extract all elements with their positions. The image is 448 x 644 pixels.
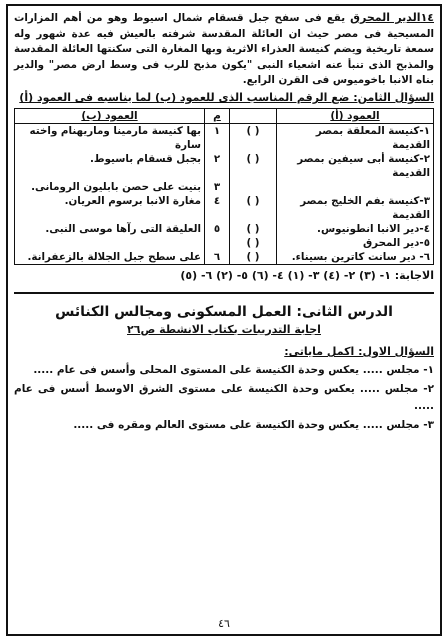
answer-blank: ( )	[230, 123, 277, 152]
header-blank	[230, 108, 277, 123]
cell-num: ٦	[205, 250, 230, 265]
table-row	[15, 250, 434, 265]
cell-b: بنيت على حصن بابليون الرومانى.	[15, 180, 205, 194]
cell-num: ٤	[205, 194, 230, 222]
cell-a: ٢-كنيسة أبى سيفين بمصر القديمة	[277, 152, 434, 180]
list-item: ٣- مجلس ..... يعكس وحدة الكنيسة على مستوى العالم ومقره فى .....	[73, 419, 434, 432]
header-column-a: العمود (أ)	[277, 108, 434, 123]
table-row	[15, 236, 434, 250]
cell-num	[205, 236, 230, 250]
cell-b: العليقة التى رآها موسى النبى.	[15, 222, 205, 236]
table-row	[15, 152, 434, 180]
table-row	[15, 194, 434, 222]
lesson-title: الدرس الثانى: العمل المسكونى ومجالس الكنائس	[55, 303, 393, 320]
document-page	[6, 4, 442, 636]
question1-title: السؤال الاول: اكمل ماياتى:	[284, 344, 434, 358]
cell-b: بجبل قسقام باسيوط.	[15, 152, 205, 180]
list-item: ١- مجلس ..... يعكس وحدة الكنيسة على المستوى المحلى وأسس فى عام .....	[33, 363, 434, 376]
answer-blank	[230, 180, 277, 194]
table-row	[15, 180, 434, 194]
answer-blank: ( )	[230, 152, 277, 180]
table-row	[15, 123, 434, 152]
cell-a: ٣-كنيسة بفم الخليج بمصر القديمة	[277, 194, 434, 222]
matching-table-header	[15, 108, 434, 123]
cell-num: ١	[205, 123, 230, 152]
cell-num: ٢	[205, 152, 230, 180]
matching-table	[14, 108, 434, 265]
cell-a: ٤-دير الانبا انطونيوس.	[277, 222, 434, 236]
intro-paragraph	[14, 10, 434, 89]
answer-blank: ( )	[230, 222, 277, 236]
lesson-subtitle: اجابة التدريبات بكتاب الانشطة ص٢٦	[127, 322, 321, 336]
cell-num: ٣	[205, 180, 230, 194]
page-number: ٤٦	[218, 617, 230, 630]
header-column-b: العمود (ب)	[15, 108, 205, 123]
intro-lead: ١٤الدير المحرق	[350, 11, 434, 24]
answer-blank: ( )	[230, 250, 277, 265]
answer-blank: ( )	[230, 194, 277, 222]
table-row	[15, 222, 434, 236]
cell-num: ٥	[205, 222, 230, 236]
cell-a: ٥-دير المحرق	[277, 236, 434, 250]
cell-b: بها كنيسة مارمينا وماريهنام واخته سارة	[15, 123, 205, 152]
cell-a	[277, 180, 434, 194]
cell-b	[15, 236, 205, 250]
cell-b: مغارة الانبا برسوم العريان.	[15, 194, 205, 222]
cell-a: ١-كنيسة المعلقة بمصر القديمة	[277, 123, 434, 152]
cell-b: على سطح جبل الجلالة بالزعفرانة.	[15, 250, 205, 265]
question8-title: السؤال الثامن: ضع الرقم المناسب الذى للعمود (ب) لما يناسبه فى العمود (أ)	[19, 90, 434, 104]
answer-blank: ( )	[230, 236, 277, 250]
answers-line: الاجابة: ١- (٣) ٢- (٤) ٣- (١) ٤- (٦) ٥- (٢) ٦- (٥)	[180, 268, 434, 282]
header-column-m: م	[205, 108, 230, 123]
intro-text: يقع فى سفح جبل قسقام شمال اسيوط وهو من أهم المزارات المسيحية فى مصر حيث ان العائلة المقدسة شرفته بالعيش فيه عدة شهور وله سمعة تاريخية ويضم كنيسة العذراء الاثرية وبها المغارة التى سكنتها العائلة المقدسة والمذبح الذى تنبأ عنه اشعياء النبى "يكون مذبح للرب فى وسط ارض مصر" والدير بناه الانبا باخوميوس فى القرن الرابع.	[14, 12, 434, 87]
lesson-section	[14, 292, 434, 434]
list-item: ٢- مجلس ..... يعكس وحدة الكنيسة على مستوى الشرق الاوسط أسس فى عام .....	[14, 383, 434, 412]
cell-a: ٦- دير سانت كاترين بسيناء.	[277, 250, 434, 265]
